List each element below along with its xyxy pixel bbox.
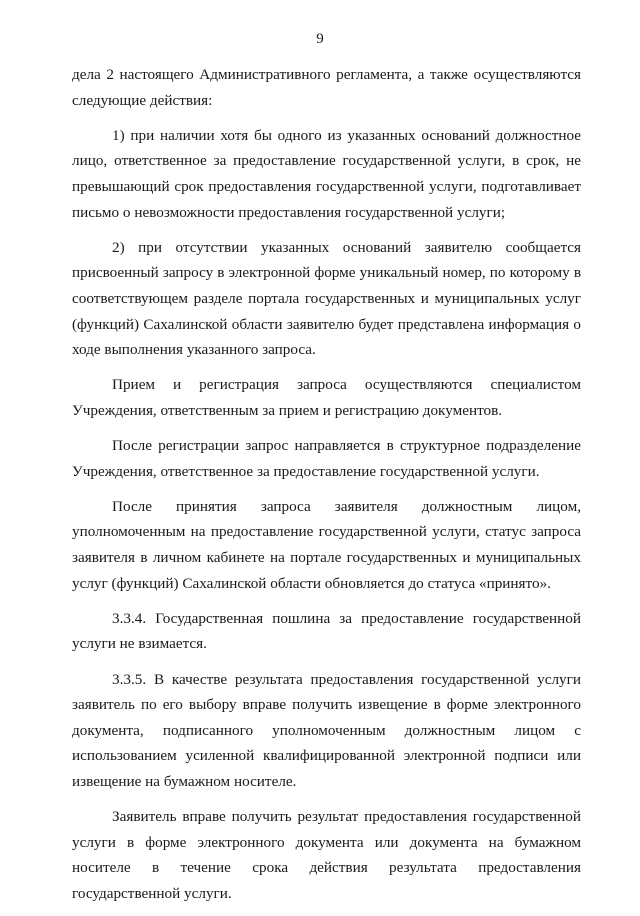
paragraph-section-3-3-5: 3.3.5. В качестве результата предоставления государственной услуги заявитель по его выбору вправе получить извещение в форме электронного документа, подписанного уполномоченным должностным лицом с использованием усиленной квалифицированной электронной подписи или извещение на бумажном носителе. xyxy=(72,670,581,790)
paragraph-item-2: 2) при отсутствии указанных оснований заявителю сообщается присвоенный запросу в электронной форме уникальный номер, по которому в соответствующем разделе портала государственных и муниципальных услуг (функций) Сахалинской области заявителю будет представлена информация о ходе выполнения указанного запроса. xyxy=(72,238,581,359)
paragraph-section-3-3-4: 3.3.4. Государственная пошлина за предоставление государственной услуги не взимается. xyxy=(72,609,581,653)
page-number: 9 xyxy=(316,31,324,47)
paragraph-status-update: После принятия запроса заявителя должностным лицом, уполномоченным на предоставление государственной услуги, статус запроса заявителя в личном кабинете на портале государственных и муниципальных услуг (функций) Сахалинской области обновляется до статуса «принято». xyxy=(72,497,581,592)
paragraph-routing: После регистрации запрос направляется в структурное подразделение Учреждения, ответственное за предоставление государственной услуги. xyxy=(72,437,581,480)
paragraph-result-form: Заявитель вправе получить результат предоставления государственной услуги в форме электронного документа или документа на бумажном носителе в течение срока действия результата предоставления государственной услуги. xyxy=(72,808,581,902)
paragraph-continuation: дела 2 настоящего Административного регламента, а также осуществляются следующие действия: xyxy=(72,66,581,109)
paragraph-registration: Прием и регистрация запроса осуществляются специалистом Учреждения, ответственным за прием и регистрацию документов. xyxy=(72,376,581,419)
document-body xyxy=(72,62,581,916)
paragraph-item-1: 1) при наличии хотя бы одного из указанных оснований должностное лицо, ответственное за предоставление государственной услуги, в срок, не превышающий срок предоставления государственной услуги, подготавливает письмо о невозможности предоставления государственной услуги; xyxy=(72,126,581,221)
